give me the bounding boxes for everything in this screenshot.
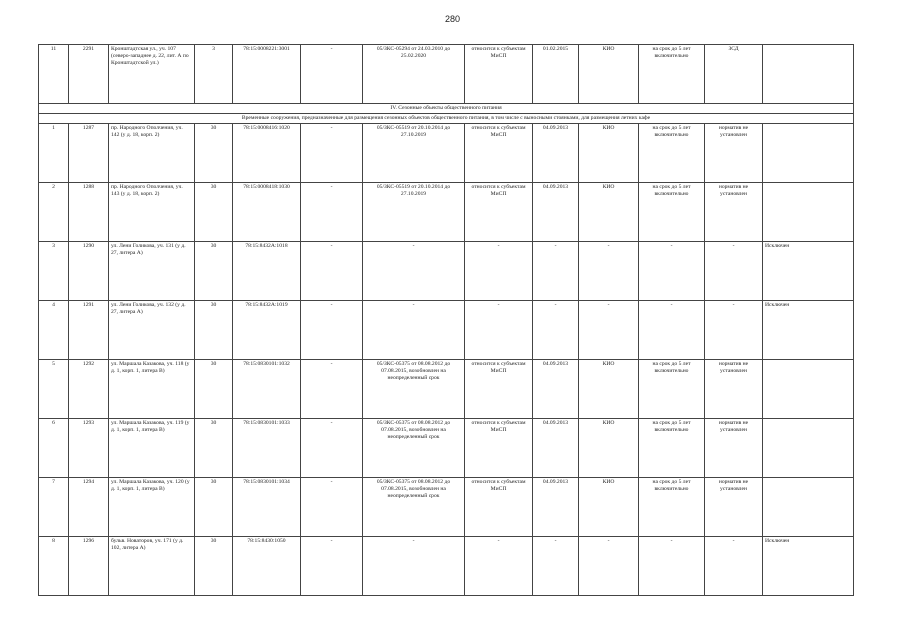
row-id: 1296 [69,537,109,596]
row-norm: - [705,242,763,301]
row-address: пр. Народного Ополчения, уч. 142 (у д. 18, корп. 2) [109,124,195,183]
row-cadastral: 78:15:0830101:1034 [233,478,301,537]
row-number: 3 [39,242,69,301]
row-note [763,360,854,419]
table-row [39,419,854,478]
row-contract: 05/ЗКС-05519 от 20.10.2014 до 27.10.2019 [363,124,465,183]
row-note [763,419,854,478]
row-norm: - [705,537,763,596]
row-term: на срок до 5 лет включительно [639,360,705,419]
row-cadastral: 78:15:0830101:1033 [233,419,301,478]
row-org: - [579,242,639,301]
row-number: 4 [39,301,69,360]
row-number: 8 [39,537,69,596]
row-id: 2291 [69,45,109,104]
row-norm: норматив не установлен [705,124,763,183]
row-address: ул. Маршала Казакова, уч. 120 (у д. 1, корп. 1, литера В) [109,478,195,537]
row-area: 3 [195,45,233,104]
table-row [39,183,854,242]
row-note [763,45,854,104]
row-contract: - [363,242,465,301]
row-status: относится к субъектам МиСП [465,360,533,419]
row-org: КИО [579,124,639,183]
row-org: - [579,537,639,596]
section-subtitle-row [39,114,854,124]
row-area: 30 [195,478,233,537]
row-id: 1292 [69,360,109,419]
row-date: 04.09.2013 [533,419,579,478]
row-date: - [533,242,579,301]
row-dash: - [301,45,363,104]
row-id: 1290 [69,242,109,301]
row-dash: - [301,124,363,183]
row-norm: ЗСД [705,45,763,104]
row-norm: норматив не установлен [705,360,763,419]
row-dash: - [301,478,363,537]
row-number: 5 [39,360,69,419]
section-subtitle: Временные сооружения, предназначенные для размещения сезонных объектов общественного питания, в том числе с выносными стоянками, для размещения летних кафе [39,114,854,124]
row-org: КИО [579,478,639,537]
row-note: Исключен [763,301,854,360]
row-term: - [639,242,705,301]
row-address: пр. Народного Ополчения, уч. 143 (у д. 18, корп. 2) [109,183,195,242]
row-address: ул. Лени Голикова, уч. 132 (у д. 27, литера А) [109,301,195,360]
row-area: 30 [195,124,233,183]
row-cadastral: 78:15:8432А:1019 [233,301,301,360]
row-address: Кронштадтская ул., уч. 107 (северо-западнее д. 22, лит. А по Кронштадтской ул.) [109,45,195,104]
row-cadastral: 78:15:0008418:1030 [233,183,301,242]
row-number: 6 [39,419,69,478]
row-date: 04.09.2013 [533,478,579,537]
row-note: Исключен [763,537,854,596]
row-term: на срок до 5 лет включительно [639,419,705,478]
row-note [763,183,854,242]
row-date: 01.02.2015 [533,45,579,104]
row-status: относится к субъектам МиСП [465,478,533,537]
row-address: ул. Лени Голикова, уч. 131 (у д. 27, литера А) [109,242,195,301]
row-org: КИО [579,360,639,419]
row-id: 1288 [69,183,109,242]
row-dash: - [301,360,363,419]
row-number: 11 [39,45,69,104]
row-dash: - [301,242,363,301]
table-row [39,124,854,183]
row-area: 30 [195,301,233,360]
row-org: - [579,301,639,360]
row-norm: - [705,301,763,360]
row-area: 30 [195,419,233,478]
row-dash: - [301,183,363,242]
row-cadastral: 78:15:0830101:1032 [233,360,301,419]
row-status: относится к субъектам МиСП [465,45,533,104]
row-term: на срок до 5 лет включительно [639,124,705,183]
table-row [39,537,854,596]
row-org: КИО [579,45,639,104]
row-dash: - [301,537,363,596]
row-cadastral: 78:15:0008416:1020 [233,124,301,183]
row-date: - [533,537,579,596]
row-note [763,478,854,537]
table-row [39,301,854,360]
row-area: 30 [195,360,233,419]
row-date: 04.09.2013 [533,124,579,183]
section-title: IV. Сезонные объекты общественного питания [39,104,854,114]
row-norm: норматив не установлен [705,419,763,478]
row-date: 04.09.2013 [533,360,579,419]
row-cadastral: 78:15:8430:1050 [233,537,301,596]
row-contract: - [363,537,465,596]
row-status: относится к субъектам МиСП [465,419,533,478]
row-org: КИО [579,183,639,242]
row-term: на срок до 5 лет включительно [639,478,705,537]
table-row [39,45,854,104]
page-number: 280 [444,14,461,24]
row-contract: - [363,301,465,360]
row-term: на срок до 5 лет включительно [639,183,705,242]
row-status: относится к субъектам МиСП [465,124,533,183]
row-cadastral: 78:15:0008221:3001 [233,45,301,104]
section-title-row [39,104,854,114]
row-term: на срок до 5 лет включительно [639,45,705,104]
table-row [39,478,854,537]
row-id: 1293 [69,419,109,478]
row-term: - [639,301,705,360]
row-id: 1294 [69,478,109,537]
row-number: 1 [39,124,69,183]
row-status: - [465,242,533,301]
row-contract: 05/ЗКС-05519 от 20.10.2014 до 27.10.2019 [363,183,465,242]
row-contract: 05/ЗКС-05375 от 08.08.2012 до 07.08.2015, возобновлен на неопределенный срок [363,419,465,478]
row-term: - [639,537,705,596]
row-status: относится к субъектам МиСП [465,183,533,242]
row-area: 30 [195,537,233,596]
row-cadastral: 78:15:8432А:1018 [233,242,301,301]
row-date: - [533,301,579,360]
row-status: - [465,301,533,360]
row-note: Исключен [763,242,854,301]
data-table [38,44,854,596]
row-area: 30 [195,183,233,242]
row-id: 1291 [69,301,109,360]
row-norm: норматив не установлен [705,478,763,537]
row-contract: 05/ЗКС-05375 от 08.08.2012 до 07.08.2015, возобновлен на неопределенный срок [363,360,465,419]
row-status: - [465,537,533,596]
row-address: ул. Маршала Казакова, уч. 119 (у д. 1, корп. 1, литера В) [109,419,195,478]
table-row [39,360,854,419]
row-address: бульв. Новаторов, уч. 171 (у д. 102, литера А) [109,537,195,596]
row-address: ул. Маршала Казакова, уч. 118 (у д. 1, корп. 1, литера В) [109,360,195,419]
row-dash: - [301,419,363,478]
row-contract: 05/ЗКС-05375 от 08.08.2012 до 07.08.2015, возобновлен на неопределенный срок [363,478,465,537]
row-number: 7 [39,478,69,537]
row-contract: 05/ЗКС-05294 от 24.03.2010 до 25.02.2020 [363,45,465,104]
row-number: 2 [39,183,69,242]
row-org: КИО [579,419,639,478]
row-id: 1287 [69,124,109,183]
row-dash: - [301,301,363,360]
row-area: 30 [195,242,233,301]
table-row [39,242,854,301]
row-note [763,124,854,183]
row-date: 04.09.2013 [533,183,579,242]
row-norm: норматив не установлен [705,183,763,242]
